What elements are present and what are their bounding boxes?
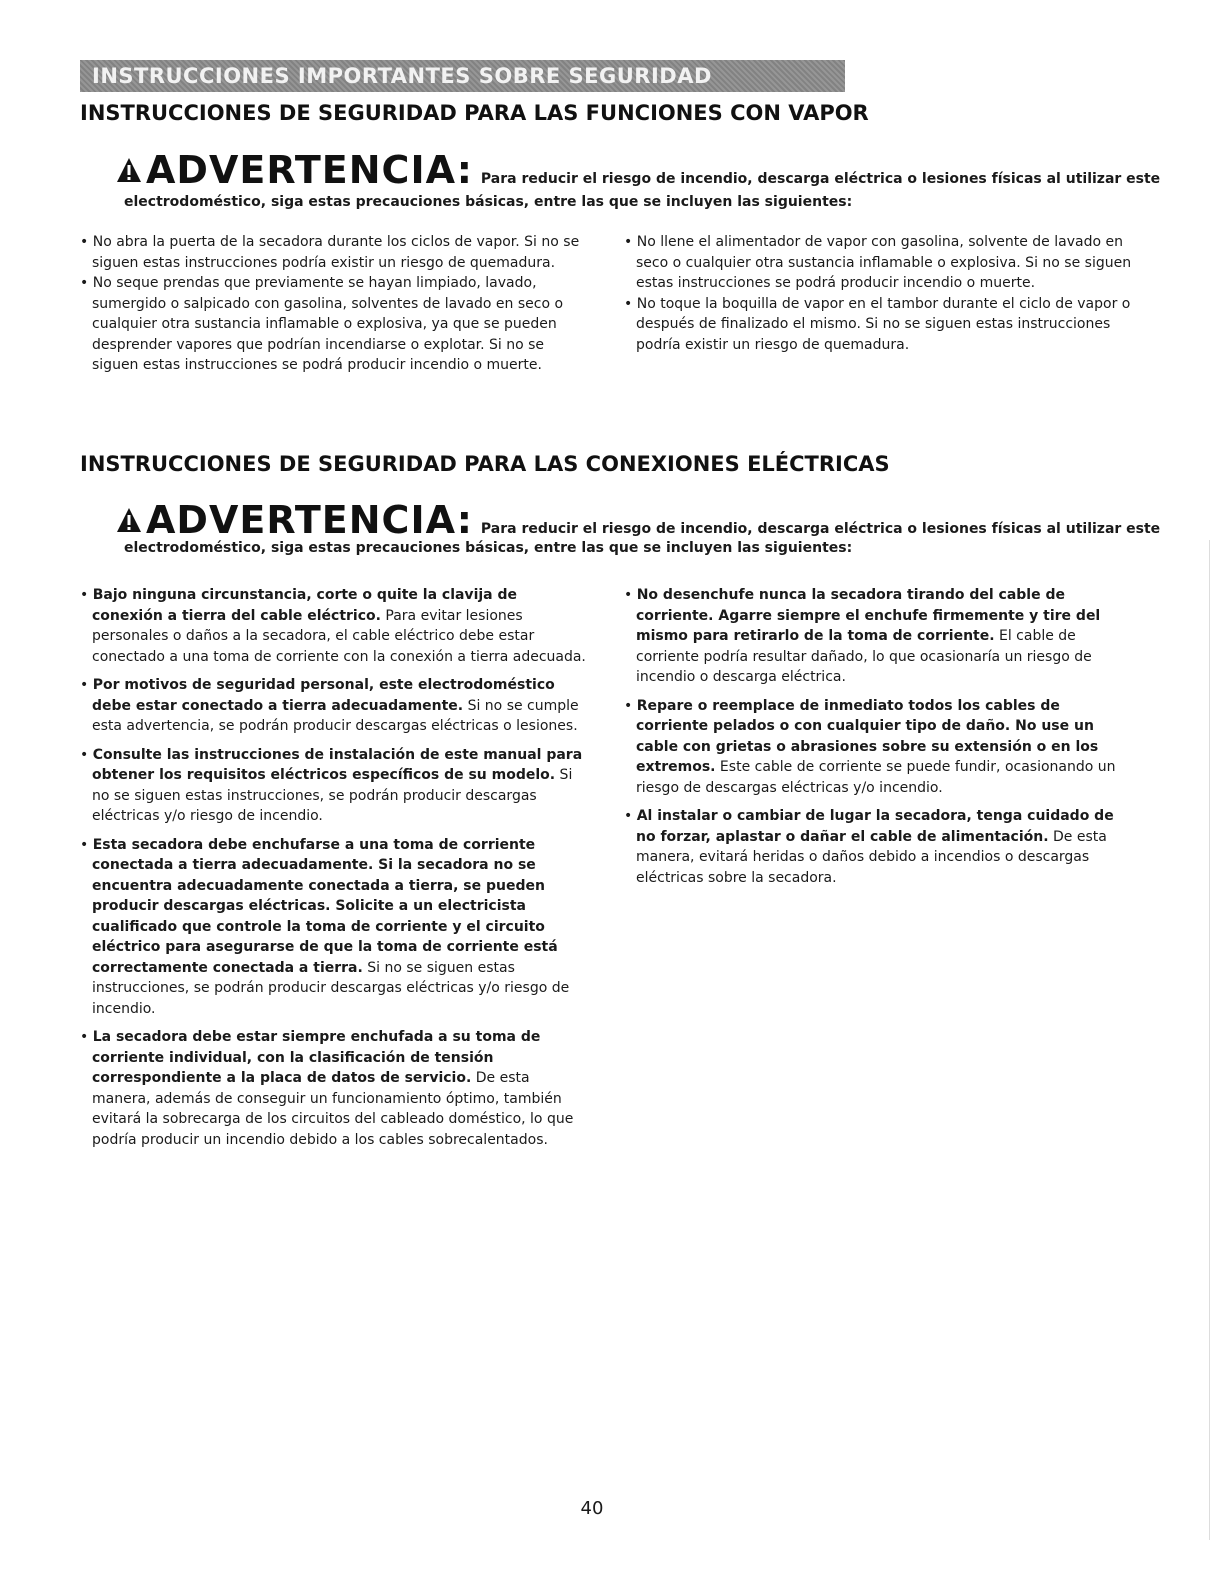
- list-item: [80, 745, 592, 827]
- warning-cont-text: electrodoméstico, siga estas precauciones básicas, entre las que se incluyen las siguientes:: [124, 540, 853, 556]
- item-bold: Consulte las instrucciones de instalación de este manual para obtener los requisitos eléctricos específicos de su modelo.: [92, 746, 583, 783]
- item-text: Este cable de corriente se puede fundir, ocasionando un riesgo de descargas eléctricas y/o incendio.: [636, 759, 1116, 796]
- list-item: [80, 675, 592, 737]
- warning-lead-text: Para reducir el riesgo de incendio, descarga eléctrica o lesiones físicas al utilizar este: [480, 521, 1161, 537]
- warning-lead-text: Para reducir el riesgo de incendio, descarga eléctrica o lesiones físicas al utilizar este: [480, 171, 1161, 187]
- item-text: De esta manera, además de conseguir un funcionamiento óptimo, también evitará la sobrecarga de los circuitos del cableado doméstico, lo que podría producir un incendio debido a los cables sobrecalentados.: [92, 1070, 574, 1148]
- item-bold: La secadora debe estar siempre enchufada a su toma de corriente individual, con la clasificación de tensión correspondiente a la placa de datos de servicio.: [92, 1029, 541, 1086]
- item-bold: Al instalar o cambiar de lugar la secadora, tenga cuidado de no forzar, aplastar o dañar el cable de alimentación.: [636, 808, 1114, 845]
- list-item: • No abra la puerta de la secadora durante los ciclos de vapor. Si no se siguen estas instrucciones podría existir un riesgo de quemadura.: [80, 232, 592, 273]
- item-text: Para evitar lesiones personales o daños a la secadora, el cable eléctrico debe estar conectado a una toma de corriente con la conexión a tierra adecuada.: [92, 607, 586, 665]
- list-item: • No toque la boquilla de vapor en el tambor durante el ciclo de vapor o después de finalizado el mismo. Si no se siguen estas instrucciones podría existir un riesgo de quemadura.: [624, 294, 1134, 356]
- list-item: • No seque prendas que previamente se hayan limpiado, lavado, sumergido o salpicado con gasolina, solventes de lavado en seco o cualquier otra sustancia inflamable o explosiva, ya que se pueden desprender vapores que podrían incendiarse o explotar. Si no se siguen estas instrucciones se podrá producir incendio o muerte.: [80, 273, 592, 376]
- item-bold: No desenchufe nunca la secadora tirando del cable de corriente. Agarre siempre el enchufe firmemente y tire del mismo para retirarlo de la toma de corriente.: [636, 587, 1101, 644]
- vapor-section-title: INSTRUCCIONES DE SEGURIDAD PARA LAS FUNCIONES CON VAPOR: [80, 101, 869, 125]
- list-item: [80, 1027, 592, 1150]
- warning-cont-text: electrodoméstico, siga estas precauciones básicas, entre las que se incluyen las siguientes:: [124, 194, 853, 210]
- item-text: Si no se siguen estas instrucciones, se podrán producir descargas eléctricas y/o riesgo de incendio.: [92, 767, 573, 824]
- electric-right-column: [624, 585, 1134, 896]
- list-item: [80, 835, 592, 1020]
- page-number: 40: [580, 1498, 604, 1519]
- vapor-right-column: [624, 232, 1134, 355]
- vapor-left-column: [80, 232, 592, 376]
- item-text: Si no se cumple esta advertencia, se podrán producir descargas eléctricas o lesiones.: [92, 697, 579, 734]
- safety-banner: INSTRUCCIONES IMPORTANTES SOBRE SEGURIDAD: [80, 60, 845, 92]
- scan-edge-line: [1209, 540, 1210, 1540]
- list-item: [624, 585, 1134, 688]
- list-item: [624, 806, 1134, 888]
- warning-word: ADVERTENCIA:: [146, 148, 473, 192]
- item-bold: Repare o reemplace de inmediato todos los cables de corriente pelados o con cualquier tipo de daño. No use un cable con grietas o abrasiones sobre su extensión o en los extremos.: [636, 697, 1099, 775]
- item-text: Si no se siguen estas instrucciones, se podrán producir descargas eléctricas y/o riesgo de incendio.: [92, 959, 570, 1017]
- list-item: • No llene el alimentador de vapor con gasolina, solvente de lavado en seco o cualquier otra sustancia inflamable o explosiva. Si no se siguen estas instrucciones se podrá producir incendio o muerte.: [624, 232, 1134, 294]
- list-item: [624, 696, 1134, 799]
- item-text: De esta manera, evitará heridas o daños debido a incendios o descargas eléctricas sobre la secadora.: [636, 828, 1107, 886]
- electric-section-title: INSTRUCCIONES DE SEGURIDAD PARA LAS CONEXIONES ELÉCTRICAS: [80, 452, 890, 476]
- list-item: [80, 585, 592, 667]
- vapor-warning-row: [116, 148, 1160, 192]
- electric-left-column: [80, 585, 592, 1158]
- item-bold: Por motivos de seguridad personal, este electrodoméstico debe estar conectado a tierra adecuadamente.: [92, 677, 555, 714]
- electric-warning-row: [116, 498, 1160, 542]
- warning-word: ADVERTENCIA:: [146, 498, 473, 542]
- item-text: El cable de corriente podría resultar dañado, lo que ocasionaría un riesgo de incendio o descarga eléctrica.: [636, 628, 1092, 685]
- item-bold: Bajo ninguna circunstancia, corte o quite la clavija de conexión a tierra del cable eléctrico.: [92, 587, 517, 624]
- warning-triangle-icon: [116, 507, 142, 537]
- warning-triangle-icon: [116, 157, 142, 187]
- item-bold: Esta secadora debe enchufarse a una toma de corriente conectada a tierra adecuadamente. Si la secadora no se encuentra adecuadamente conectada a tierra, se pueden producir descargas eléctricas. Solicite a un electricista cualificado que controle la toma de corriente y el circuito eléctrico para asegurarse de que la toma de corriente está correctamente conectada a tierra.: [92, 836, 558, 976]
